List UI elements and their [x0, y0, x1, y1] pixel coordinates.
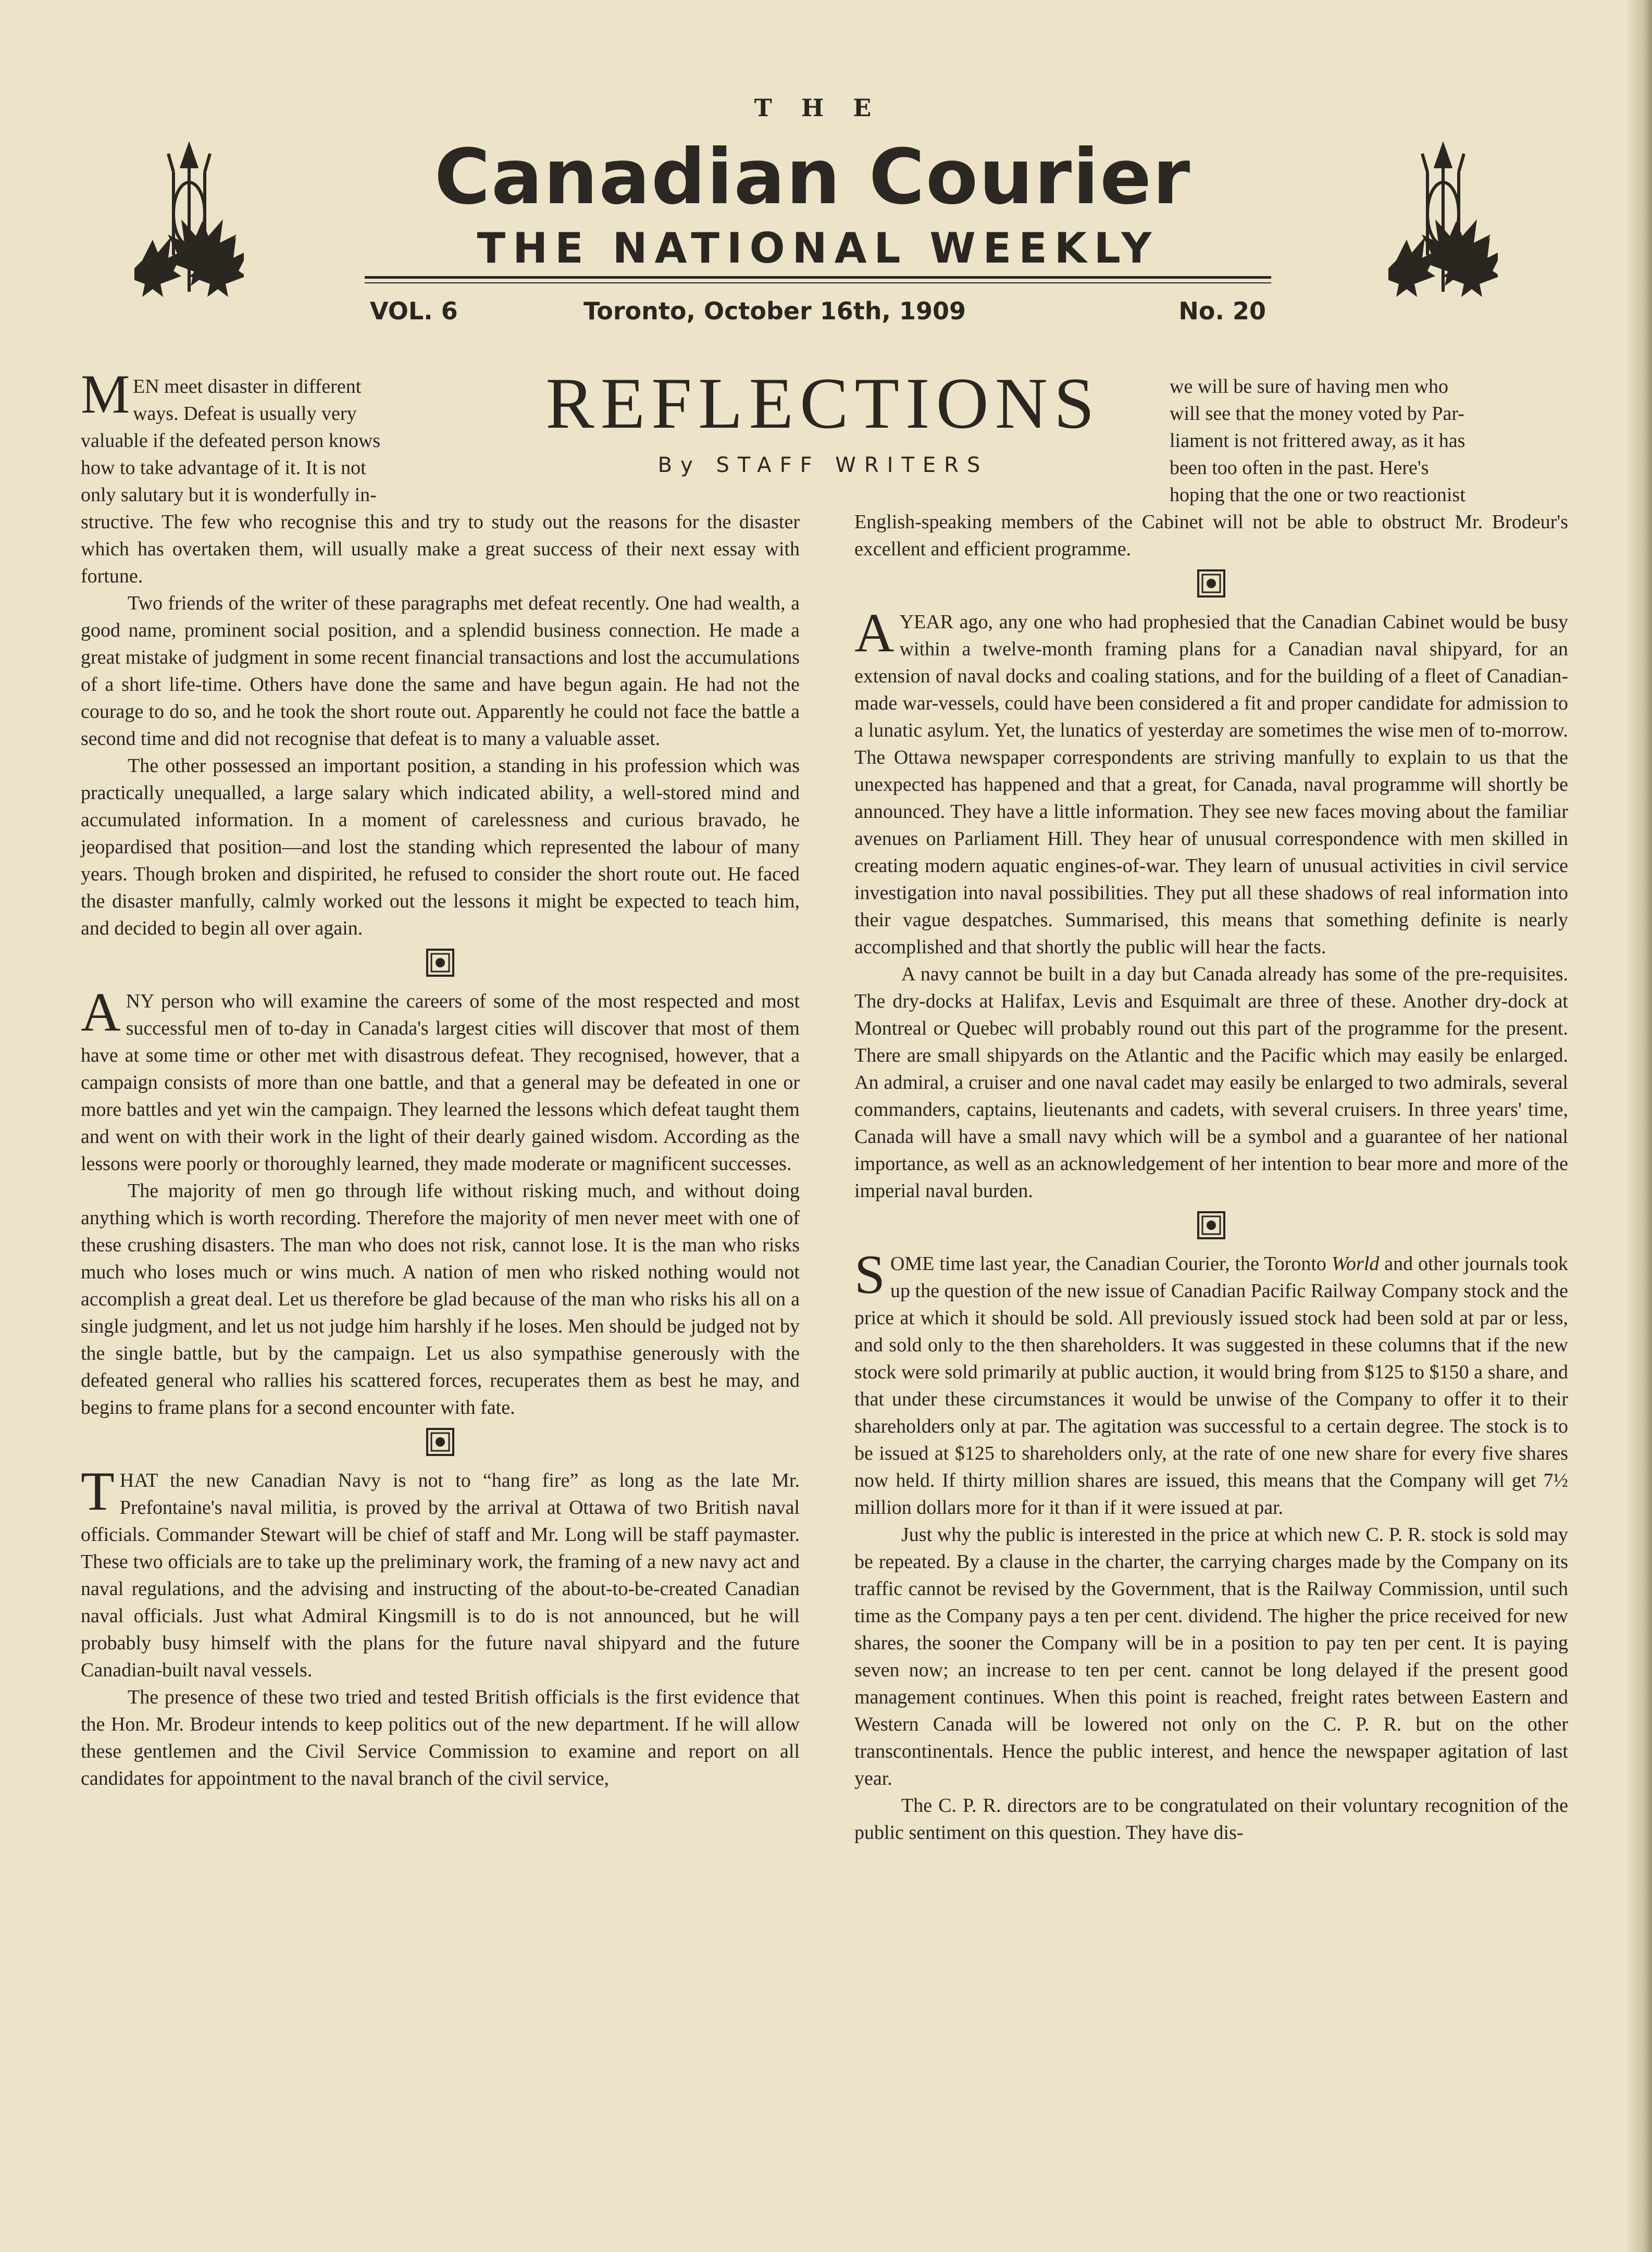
square-fleuron-ornament-icon — [81, 1421, 800, 1467]
paragraph: Two friends of the writer of these paragraphs met defeat recently. One had wealth, a good name, prominent social position, and a splendid business connection. He made a great mistake of judgment in some recent financial transactions and lost the accumulations of a short life-time. Others have done the same and have begun again. He had not the courage to do so, and he took the short route out. Apparently he could not face the battle a second time and did not recognise that defeat is to many a valuable asset. — [81, 592, 800, 750]
maple-leaf-torch-emblem-icon — [134, 135, 244, 323]
paragraph: Just why the public is interested in the price at which new C. P. R. stock is sold may be repeated. By a clause in the charter, the carrying charges made by the Company on its traffic cannot be revised by the Government, that is the Railway Commission, until such time as the Company pays a ten per cent. dividend. The higher the price received for new shares, the sooner the Company will be in a position to pay ten per cent. It is paying seven now; an increase to ten per cent. cannot be long delayed if the present good management continues. When this point is reached, freight rates between Eastern and Western Canada will be lowered not only on the C. P. R. but on the other transcontinentals. Hence the public interest, and hence the newspaper agitation of last year. — [854, 1524, 1568, 1789]
wrap-line: will see that the money voted by Par- — [1170, 403, 1464, 425]
wrap-line: valuable if the defeated person knows — [81, 430, 381, 452]
square-fleuron-ornament-icon — [854, 1204, 1568, 1250]
paragraph: English-speaking members of the Cabinet will not be able to obstruct Mr. Brodeur's excellent and efficient programme. — [854, 511, 1568, 560]
paragraph — [81, 1461, 800, 1684]
masthead-rule-thin — [365, 282, 1271, 283]
paragraph — [81, 981, 800, 1177]
wrap-line: EN meet disaster in different — [133, 376, 362, 397]
square-fleuron-ornament-icon — [81, 942, 800, 988]
masthead-subtitle: THE NATIONAL WEEKLY — [477, 224, 1159, 272]
paragraph: The presence of these two tried and tested British officials is the first evidence that the Hon. Mr. Brodeur intends to keep politics out of the new department. If he will allow these gentlemen and the Civil Service Commission to examine and report on all candidates for appointment to the naval branch of the civil service, — [81, 1686, 800, 1789]
volume-number: VOL. 6 — [370, 297, 458, 325]
right-column — [854, 508, 1568, 1846]
dropcap-s: S — [854, 1244, 885, 1305]
paragraph-text: and other journals took up the question of the new issue of Canadian Pacific Railway Company stock and the price at which it should be sold. All previously issued stock had been sold at par or less, and sold only to the then shareholders. It was suggested in these columns that if the new stock were sold primarily at public auction, it would bring from $125 to $150 a share, and that under these circumstances it would be unwise of the Company to offer it to their shareholders only at par. The agitation was successful to a certain degree. The stock is to be issued at $125 to shareholders only, at the rate of one new share for every five shares now held. If thirty million shares are issued, this means that the Company will get 7½ million dollars more for it than if it were issued at par. — [854, 1253, 1568, 1519]
paragraph-text: YEAR ago, any one who had prophesied that the Canadian Cabinet would be busy within a twelve-month framing plans for a Canadian naval shipyard, for an extension of naval docks and coaling stations, and for the building of a fleet of Canadian-made war-vessels, could have been considered a fit and proper candidate for admission to a lunatic asylum. Yet, the lunatics of yesterday are sometimes the wise men of to-morrow. The Ottawa newspaper correspondents are striving manfully to explain to us that the unexpected has happened and that a great, for Canada, naval programme will shortly be announced. They have a little information. They see new faces moving about the familiar avenues on Parliament Hill. They hear of unusual correspondence with men skilled in creating modern aquatic engines-of-war. They learn of unusual activities in civil service investigation into naval possibilities. They put all these shadows of real information into their vague despatches. Summarised, this means that something definite is nearly accomplished and that shortly the public will hear the facts. — [854, 611, 1568, 958]
paragraph-text: NY person who will examine the careers of some of the most respected and most successful men of to-day in Canada's largest cities will discover that most of them have at some time or other met with disastrous defeat. They recognised, however, that a campaign consists of more than one battle, and that a general may be defeated in one or more battles and yet win the campaign. They learned the lessons which defeat taught them and went on with their work in the light of their dearly gained wisdom. According as the lessons were poorly or thoroughly learned, they made moderate or magnificent successes. — [81, 990, 800, 1175]
maple-leaf-torch-emblem-icon — [1388, 135, 1498, 323]
wrap-line: how to take advantage of it. It is not — [81, 457, 366, 479]
right-top-wrap — [1170, 373, 1568, 508]
masthead-the: THE — [754, 94, 901, 122]
masthead-rule — [365, 276, 1271, 279]
masthead-title: Canadian Courier — [434, 133, 1191, 221]
wrap-line: liament is not frittered away, as it has — [1170, 430, 1465, 452]
issue-number: No. 20 — [1178, 297, 1266, 325]
paragraph — [854, 602, 1568, 961]
wrap-line: ways. Defeat is usually very — [133, 403, 357, 425]
dropcap-a: A — [81, 981, 121, 1042]
page-edge-shadow — [1626, 0, 1652, 2252]
wrap-line: only salutary but it is wonderfully in- — [81, 484, 377, 506]
wrap-line: we will be sure of having men who — [1170, 376, 1449, 397]
paragraph: A navy cannot be built in a day but Canada already has some of the pre-requisites. The dry-docks at Halifax, Levis and Esquimalt are three of these. Another dry-dock at Montreal or Quebec will probably round out this part of the programme for the present. There are small shipyards on the Atlantic and the Pacific which may easily be enlarged. An admiral, a cruiser and one naval cadet may easily be enlarged to two admirals, several commanders, captains, lieutenants and cadets, with several cruisers. In three years' time, Canada will have a small navy which will be a symbol and a guarantee of her national importance, as well as an acknowledgement of her intention to bear more and more of the imperial naval burden. — [854, 963, 1568, 1202]
paragraph: The other possessed an important position, a standing in his profession which was practically unequalled, a large salary which indicated ability, a well-stored mind and accumulated information. In a moment of carelessness and curious bravado, he jeopardised that position—and lost the standing which represented the labour of many years. Though broken and dispirited, he refused to consider the short route out. He faced the disaster manfully, calmly worked out the lessons it might be expected to teach him, and decided to begin all over again. — [81, 755, 800, 939]
square-fleuron-ornament-icon — [854, 563, 1568, 608]
dropcap-t: T — [81, 1461, 115, 1522]
dropcap-m: M — [81, 364, 130, 425]
paragraph-text: OME time last year, the Canadian Courier, the Toronto — [890, 1253, 1332, 1275]
newspaper-name: World — [1331, 1253, 1380, 1275]
paragraph: The majority of men go through life without risking much, and without doing anything which is worth recording. Therefore the majority of men never meet with one of these crushing disasters. The man who does not risk, cannot lose. It is the man who risks much who loses much or wins much. A nation of men who risked nothing would not accomplish a great deal. Let us therefore be glad because of the man who risks his all on a single judgment, and let us not judge him harshly if he loses. Men should be judged not by the single battle, but by the campaign. Let us also sympathise generously with the defeated general who rallies his scattered forces, recuperates them as best he may, and begins to frame plans for a second encounter with fate. — [81, 1180, 800, 1419]
issue-line — [365, 297, 1271, 328]
dropcap-a: A — [854, 602, 895, 663]
wrap-line: been too often in the past. Here's — [1170, 457, 1429, 479]
paragraph: The C. P. R. directors are to be congratulated on their voluntary recognition of the public sentiment on this question. They have dis- — [854, 1795, 1568, 1844]
paragraph-text: HAT the new Canadian Navy is not to “hang fire” as long as the late Mr. Prefontaine's naval militia, is proved by the arrival at Ottawa of two British naval officials. Commander Stewart will be chief of staff and Mr. Long will be staff paymaster. These two officials are to take up the preliminary work, the framing of a new navy act and naval regulations, and the advising and instructing of the about-to-be-created Canadian naval officials. Just what Admiral Kingsmill is to do is not announced, but he will probably busy himself with the plans for the future naval shipyard and the future Canadian-built naval vessels. — [81, 1470, 800, 1681]
article-byline: By STAFF WRITERS — [657, 453, 989, 477]
left-top-wrap — [81, 364, 477, 508]
article-heading: REFLECTIONS — [545, 363, 1101, 444]
place-date: Toronto, October 16th, 1909 — [583, 297, 966, 325]
wrap-line: hoping that the one or two reactionist — [1170, 484, 1465, 506]
paragraph — [854, 1244, 1568, 1521]
left-column — [81, 508, 800, 1792]
paragraph: structive. The few who recognise this and try to study out the reasons for the disaster which has overtaken them, will usually make a great success of their next essay with fortune. — [81, 511, 800, 587]
masthead — [0, 0, 1652, 333]
